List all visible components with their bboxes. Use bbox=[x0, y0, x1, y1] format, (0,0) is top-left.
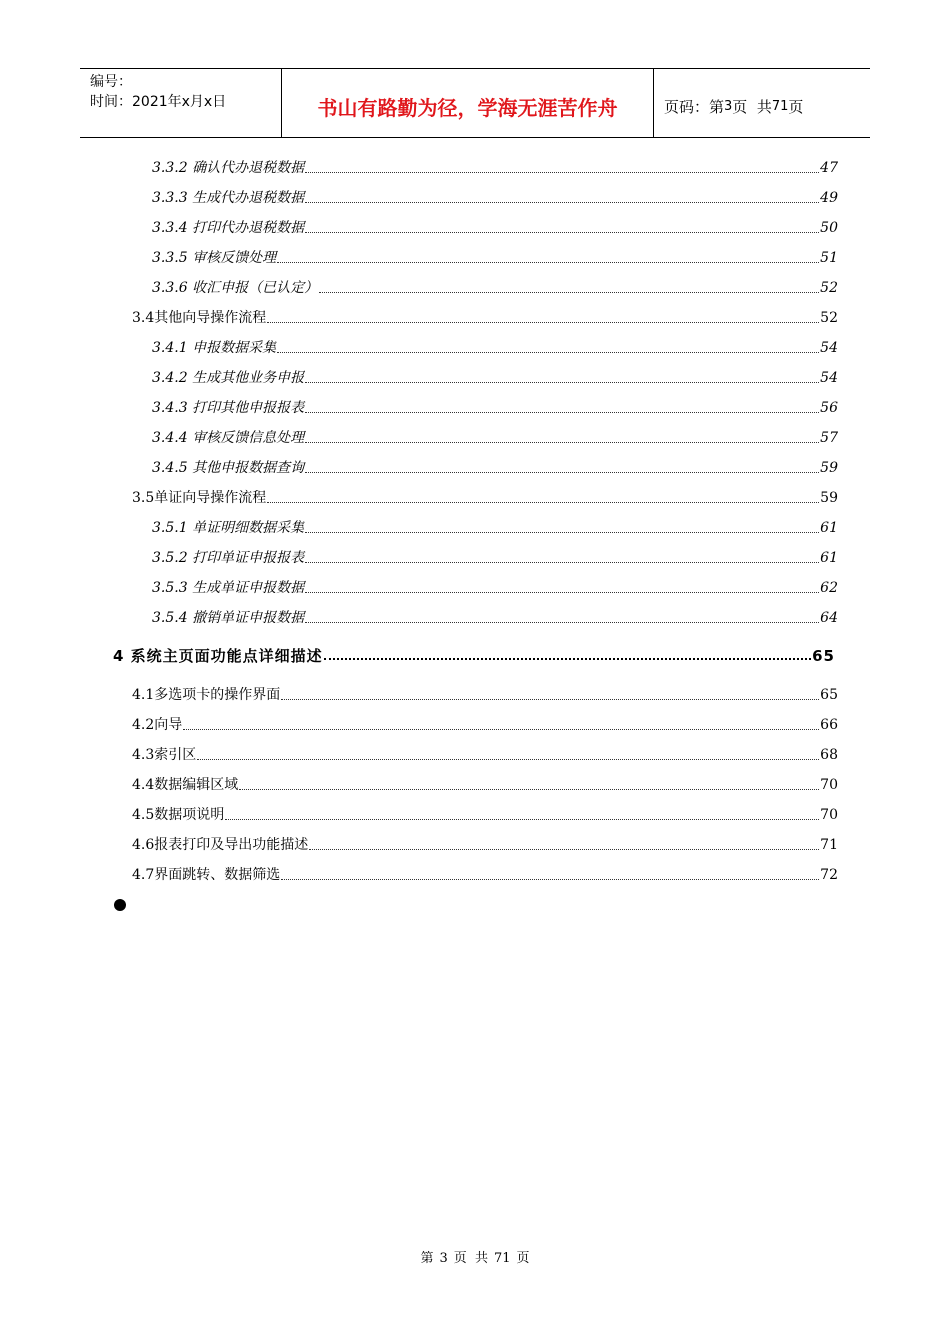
toc-entry[interactable] bbox=[152, 339, 838, 357]
toc-entry[interactable] bbox=[132, 746, 838, 764]
toc-entry-page: 47 bbox=[820, 160, 838, 176]
toc-entry-title: 4.2向导 bbox=[132, 717, 183, 733]
dot-leader bbox=[183, 728, 819, 730]
toc-entry[interactable] bbox=[152, 159, 838, 177]
dot-leader bbox=[305, 201, 819, 203]
dot-leader bbox=[305, 531, 819, 533]
toc-entry-title: 3.5.4 撤销单证申报数据 bbox=[152, 610, 305, 626]
toc-entry-title: 3.4.2 生成其他业务申报 bbox=[152, 370, 305, 386]
toc-entry-title: 3.5.2 打印单证申报报表 bbox=[152, 550, 305, 566]
toc-entry-title: 4.4数据编辑区域 bbox=[132, 777, 239, 793]
dot-leader bbox=[267, 501, 819, 503]
toc-entry-title: 3.4.4 审核反馈信息处理 bbox=[152, 430, 305, 446]
toc-entry[interactable] bbox=[132, 716, 838, 734]
toc-entry-page: 52 bbox=[820, 280, 838, 296]
dot-leader bbox=[305, 621, 819, 623]
time-label: 时间：2021年x月x日 bbox=[90, 94, 227, 110]
toc-entry-page: 51 bbox=[820, 250, 838, 266]
toc-entry[interactable] bbox=[152, 279, 838, 297]
dot-leader bbox=[277, 351, 819, 353]
footer-suffix: 页 bbox=[516, 1251, 530, 1266]
toc-entry-page: 71 bbox=[820, 837, 838, 853]
toc-entry-page: 66 bbox=[820, 717, 838, 733]
toc-entry-page: 54 bbox=[820, 340, 838, 356]
dot-leader bbox=[305, 561, 819, 563]
toc-entry-page: 65 bbox=[812, 647, 835, 665]
toc-entry-title: 3.3.6 收汇申报（已认定） bbox=[152, 280, 319, 296]
page-total: 71 bbox=[771, 98, 789, 114]
toc-entry-page: 50 bbox=[820, 220, 838, 236]
toc-entry-page: 70 bbox=[820, 777, 838, 793]
toc-entry[interactable] bbox=[132, 686, 838, 704]
toc-entry-page: 70 bbox=[820, 807, 838, 823]
dot-leader bbox=[281, 878, 819, 880]
toc-entry-title: 3.3.5 审核反馈处理 bbox=[152, 250, 277, 266]
toc-entry[interactable] bbox=[132, 776, 838, 794]
toc-entry[interactable] bbox=[152, 519, 838, 537]
toc-entry[interactable] bbox=[152, 189, 838, 207]
toc-entry-page: 59 bbox=[820, 460, 838, 476]
dot-leader bbox=[305, 591, 819, 593]
toc-entry-title: 3.4.3 打印其他申报报表 bbox=[152, 400, 305, 416]
footer-prefix: 第 bbox=[420, 1251, 434, 1266]
toc-entry-title: 4.3索引区 bbox=[132, 747, 197, 763]
dot-leader bbox=[305, 171, 819, 173]
toc-entry-page: 68 bbox=[820, 747, 838, 763]
toc-entry-title: 4.1多选项卡的操作界面 bbox=[132, 687, 281, 703]
dot-leader bbox=[305, 441, 819, 443]
toc-entry-title: 3.3.4 打印代办退税数据 bbox=[152, 220, 305, 236]
toc-entry-title: 3.4.5 其他申报数据查询 bbox=[152, 460, 305, 476]
toc-entry[interactable] bbox=[132, 866, 838, 884]
header-page-info bbox=[654, 69, 870, 137]
toc-entry[interactable] bbox=[152, 459, 838, 477]
toc-entry-page: 61 bbox=[820, 520, 838, 536]
toc-entry-title: 4.7界面跳转、数据筛选 bbox=[132, 867, 281, 883]
header-motto: 书山有路勤为径，学海无涯苦作舟 bbox=[282, 69, 654, 137]
toc-entry-title: 4.6报表打印及导出功能描述 bbox=[132, 837, 309, 853]
toc-entry[interactable] bbox=[132, 309, 838, 327]
number-label: 编号： bbox=[90, 74, 132, 90]
toc-entry-title: 3.5单证向导操作流程 bbox=[132, 490, 267, 506]
dot-leader bbox=[305, 381, 819, 383]
toc-entry[interactable] bbox=[132, 489, 838, 507]
toc-entry[interactable] bbox=[132, 806, 838, 824]
toc-entry[interactable] bbox=[152, 579, 838, 597]
toc-entry-title: 3.3.2 确认代办退税数据 bbox=[152, 160, 305, 176]
dot-leader bbox=[305, 231, 819, 233]
dot-leader bbox=[239, 788, 819, 790]
dot-leader bbox=[267, 321, 819, 323]
toc-entry[interactable] bbox=[113, 647, 835, 665]
toc-entry[interactable] bbox=[152, 609, 838, 627]
toc-entry-page: 54 bbox=[820, 370, 838, 386]
page-number: 3 bbox=[724, 98, 733, 114]
toc-entry-page: 64 bbox=[820, 610, 838, 626]
toc-entry[interactable] bbox=[152, 549, 838, 567]
toc-entry-page: 56 bbox=[820, 400, 838, 416]
dot-leader bbox=[305, 471, 819, 473]
toc-entry[interactable] bbox=[152, 429, 838, 447]
dot-leader bbox=[225, 818, 819, 820]
toc-entry-title: 3.4其他向导操作流程 bbox=[132, 310, 267, 326]
toc-entry-title: 3.3.3 生成代办退税数据 bbox=[152, 190, 305, 206]
header-meta bbox=[80, 69, 282, 137]
dot-leader bbox=[309, 848, 819, 850]
toc-entry-page: 59 bbox=[820, 490, 838, 506]
page-prefix: 页码：第 bbox=[664, 97, 725, 116]
footer-mid: 页 共 bbox=[453, 1251, 488, 1266]
dot-leader bbox=[281, 698, 819, 700]
toc-entry-title: 4 系统主页面功能点详细描述 bbox=[113, 647, 323, 665]
dot-leader bbox=[324, 657, 811, 660]
page-footer bbox=[0, 1247, 950, 1266]
dot-leader bbox=[277, 261, 819, 263]
toc-entry-page: 52 bbox=[820, 310, 838, 326]
toc-entry-page: 49 bbox=[820, 190, 838, 206]
toc-entry[interactable] bbox=[132, 836, 838, 854]
toc-entry-title: 3.5.3 生成单证申报数据 bbox=[152, 580, 305, 596]
dot-leader bbox=[319, 291, 819, 293]
toc-entry[interactable] bbox=[152, 249, 838, 267]
toc-entry[interactable] bbox=[152, 399, 838, 417]
toc-entry-page: 57 bbox=[820, 430, 838, 446]
toc-entry-title: 4.5数据项说明 bbox=[132, 807, 225, 823]
footer-page-total: 71 bbox=[494, 1251, 511, 1266]
dot-leader bbox=[305, 411, 819, 413]
bullet-point bbox=[114, 899, 126, 911]
footer-page-number: 3 bbox=[439, 1251, 448, 1266]
dot-leader bbox=[197, 758, 819, 760]
toc-entry[interactable] bbox=[152, 369, 838, 387]
toc-entry-title: 3.4.1 申报数据采集 bbox=[152, 340, 277, 356]
toc-entry[interactable] bbox=[152, 219, 838, 237]
toc-entry-page: 72 bbox=[820, 867, 838, 883]
page-header bbox=[80, 68, 870, 138]
page-mid: 页 共 bbox=[732, 97, 772, 116]
page-suffix: 页 bbox=[788, 97, 804, 116]
toc-entry-page: 61 bbox=[820, 550, 838, 566]
toc-entry-title: 3.5.1 单证明细数据采集 bbox=[152, 520, 305, 536]
toc-entry-page: 62 bbox=[820, 580, 838, 596]
toc-entry-page: 65 bbox=[820, 687, 838, 703]
